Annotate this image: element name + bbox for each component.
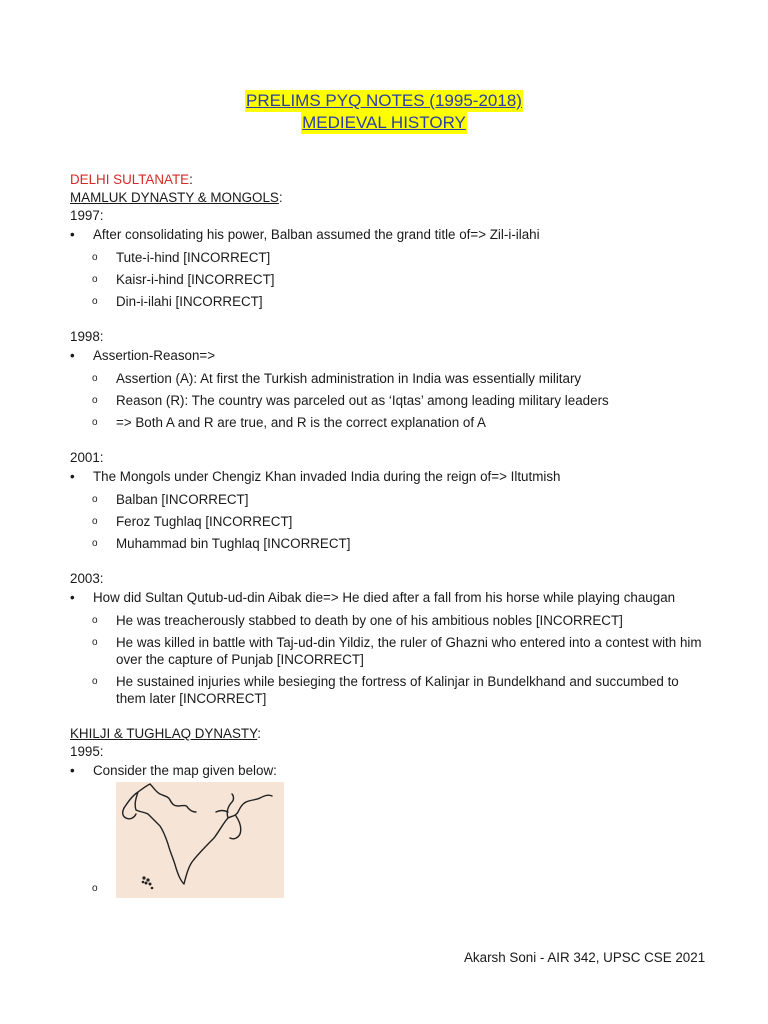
- ring-bullet-icon: o: [92, 395, 98, 406]
- question-1997: • After consolidating his power, Balban assumed the grand title of=> Zil-i-ilahi: [70, 227, 540, 242]
- notes-content: [70, 171, 710, 898]
- option-2003-3: o He sustained injuries while besieging the fortress of Kalinjar in Bundelkhand and succumbed to them later [INCORRECT]: [92, 674, 679, 706]
- year-2003: 2003:: [70, 571, 104, 586]
- year-1997: 1997:: [70, 208, 104, 223]
- section-heading: DELHI SULTANATE:: [70, 172, 193, 187]
- subsection-khilji: KHILJI & TUGHLAQ DYNASTY:: [70, 726, 262, 741]
- ring-bullet-icon: o: [92, 252, 98, 263]
- option-2003-1: o He was treacherously stabbed to death by one of his ambitious nobles [INCORRECT]: [92, 613, 623, 628]
- ring-bullet-icon: o: [92, 494, 98, 505]
- question-2003: • How did Sultan Qutub-ud-din Aibak die=> He died after a fall from his horse while playing chaugan: [70, 590, 676, 605]
- subsection-mamluk: MAMLUK DYNASTY & MONGOLS:: [70, 190, 283, 205]
- ring-bullet-icon: o: [92, 538, 98, 549]
- option-2001-1: o Balban [INCORRECT]: [92, 492, 249, 507]
- bullet-icon: •: [70, 348, 75, 363]
- document-title: [0, 90, 768, 134]
- year-1998: 1998:: [70, 329, 104, 344]
- bullet-icon: •: [70, 763, 75, 778]
- title-line-1: PRELIMS PYQ NOTES (1995-2018): [246, 91, 522, 110]
- option-1997-1: o Tute-i-hind [INCORRECT]: [92, 250, 271, 265]
- option-1998-3: o => Both A and R are true, and R is the correct explanation of A: [92, 415, 486, 430]
- option-2001-2: o Feroz Tughlaq [INCORRECT]: [92, 514, 293, 529]
- bullet-icon: •: [70, 590, 75, 605]
- ring-bullet-icon: o: [92, 883, 98, 894]
- ring-bullet-icon: o: [92, 296, 98, 307]
- ring-bullet-icon: o: [92, 615, 98, 626]
- india-map-image: [116, 782, 284, 898]
- title-line-2: MEDIEVAL HISTORY: [302, 113, 466, 132]
- ring-bullet-icon: o: [92, 373, 98, 384]
- question-2001: • The Mongols under Chengiz Khan invaded India during the reign of=> Iltutmish: [70, 469, 561, 484]
- author-footer: Akarsh Soni - AIR 342, UPSC CSE 2021: [464, 950, 706, 965]
- bullet-icon: •: [70, 469, 75, 484]
- ring-bullet-icon: o: [92, 274, 98, 285]
- ring-bullet-icon: o: [92, 676, 98, 687]
- option-2003-2: o He was killed in battle with Taj-ud-din Yildiz, the ruler of Ghazni who entered into a contest with him over the capture of Punjab [INCORRECT]: [92, 635, 702, 667]
- india-outline-icon: [116, 782, 284, 898]
- question-1995: • Consider the map given below:: [70, 763, 277, 778]
- bullet-icon: •: [70, 227, 75, 242]
- ring-bullet-icon: o: [92, 417, 98, 428]
- option-1997-3: o Din-i-ilahi [INCORRECT]: [92, 294, 263, 309]
- ring-bullet-icon: o: [92, 516, 98, 527]
- option-1998-2: o Reason (R): The country was parceled out as ‘Iqtas’ among leading military leaders: [92, 393, 609, 408]
- option-2001-3: o Muhammad bin Tughlaq [INCORRECT]: [92, 536, 351, 551]
- year-1995: 1995:: [70, 744, 104, 759]
- option-1998-1: o Assertion (A): At first the Turkish administration in India was essentially military: [92, 371, 582, 386]
- option-1997-2: o Kaisr-i-hind [INCORRECT]: [92, 272, 275, 287]
- year-2001: 2001:: [70, 450, 104, 465]
- ring-bullet-icon: o: [92, 637, 98, 648]
- question-1998: • Assertion-Reason=>: [70, 348, 216, 363]
